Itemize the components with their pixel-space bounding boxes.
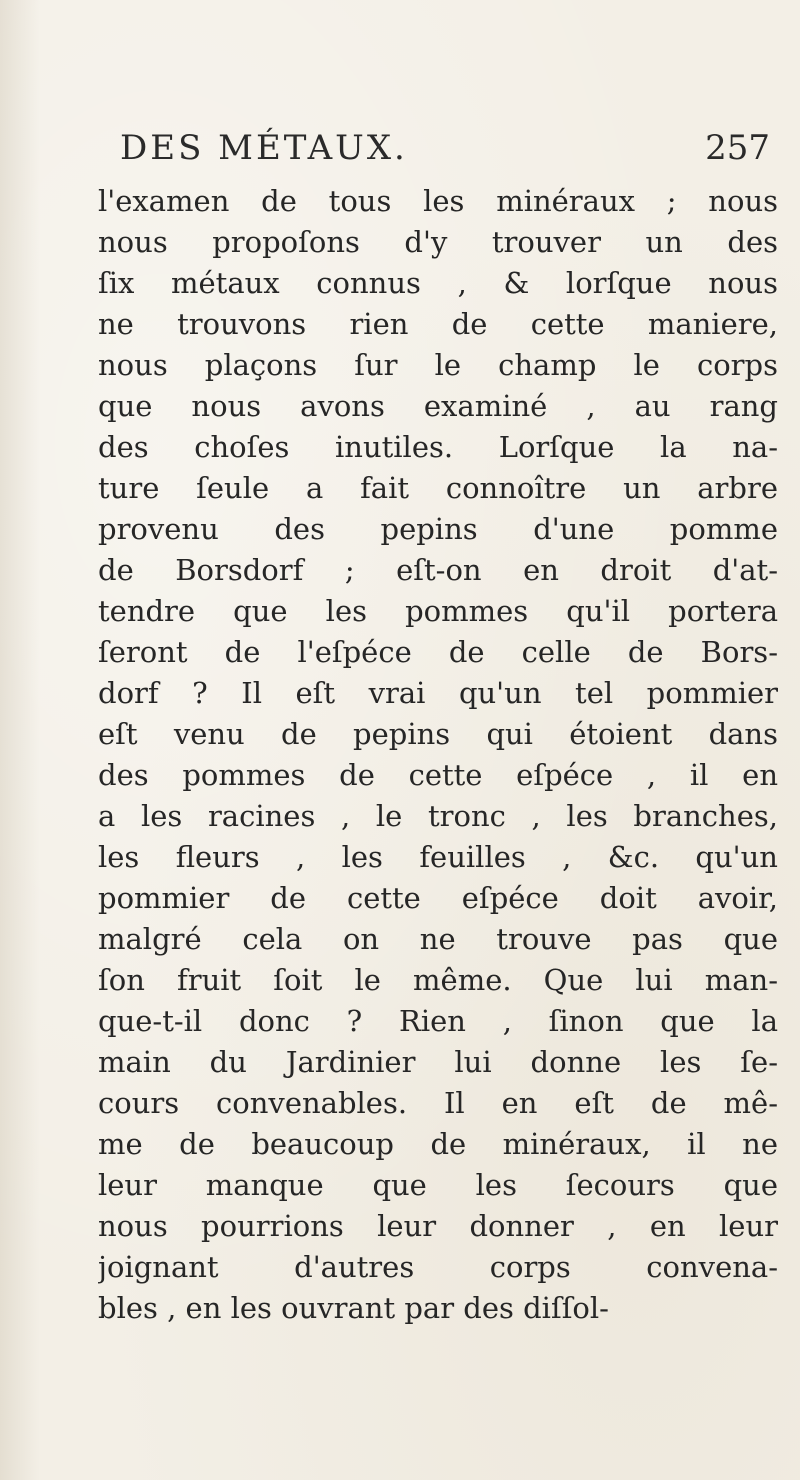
text-line: ſon fruit ſoit le même. Que lui man- bbox=[98, 963, 778, 997]
text-line: que nous avons examiné , au rang bbox=[98, 389, 778, 423]
text-line: nous propoſons d'y trouver un des bbox=[98, 225, 778, 259]
text-line: l'examen de tous les minéraux ; nous bbox=[98, 184, 778, 218]
text-line: pommier de cette eſpéce doit avoir, bbox=[98, 881, 778, 915]
text-line: malgré cela on ne trouve pas que bbox=[98, 922, 778, 956]
text-line: de Borsdorf ; eſt-on en droit d'at- bbox=[98, 553, 778, 587]
text-line: bles , en les ouvrant par des diſſol- bbox=[98, 1291, 609, 1325]
text-line: que-t-il donc ? Rien , ſinon que la bbox=[98, 1004, 778, 1038]
text-line: tendre que les pommes qu'il portera bbox=[98, 594, 778, 628]
running-head: DES MÉTAUX. bbox=[120, 128, 408, 168]
text-line: cours convenables. Il en eſt de mê- bbox=[98, 1086, 778, 1120]
text-line: des choſes inutiles. Lorſque la na- bbox=[98, 430, 778, 464]
text-line: leur manque que les ſecours que bbox=[98, 1168, 778, 1202]
text-line: joignant d'autres corps convena- bbox=[98, 1250, 778, 1284]
text-line: ne trouvons rien de cette maniere, bbox=[98, 307, 778, 341]
body-text bbox=[98, 181, 778, 1329]
page-header bbox=[120, 128, 770, 176]
text-line: nous plaçons ſur le champ le corps bbox=[98, 348, 778, 382]
page-number: 257 bbox=[705, 128, 770, 168]
text-line: les fleurs , les feuilles , &c. qu'un bbox=[98, 840, 778, 874]
page-gutter-shadow bbox=[0, 0, 40, 1480]
text-line: main du Jardinier lui donne les ſe- bbox=[98, 1045, 778, 1079]
text-line: provenu des pepins d'une pomme bbox=[98, 512, 778, 546]
text-line: me de beaucoup de minéraux, il ne bbox=[98, 1127, 778, 1161]
text-line: ſix métaux connus , & lorſque nous bbox=[98, 266, 778, 300]
text-line: nous pourrions leur donner , en leur bbox=[98, 1209, 778, 1243]
text-line: ture ſeule a fait connoître un arbre bbox=[98, 471, 778, 505]
text-line: dorf ? Il eſt vrai qu'un tel pommier bbox=[98, 676, 778, 710]
text-line: ſeront de l'eſpéce de celle de Bors- bbox=[98, 635, 778, 669]
text-line: a les racines , le tronc , les branches, bbox=[98, 799, 778, 833]
text-line: des pommes de cette eſpéce , il en bbox=[98, 758, 778, 792]
text-line: eſt venu de pepins qui étoient dans bbox=[98, 717, 778, 751]
